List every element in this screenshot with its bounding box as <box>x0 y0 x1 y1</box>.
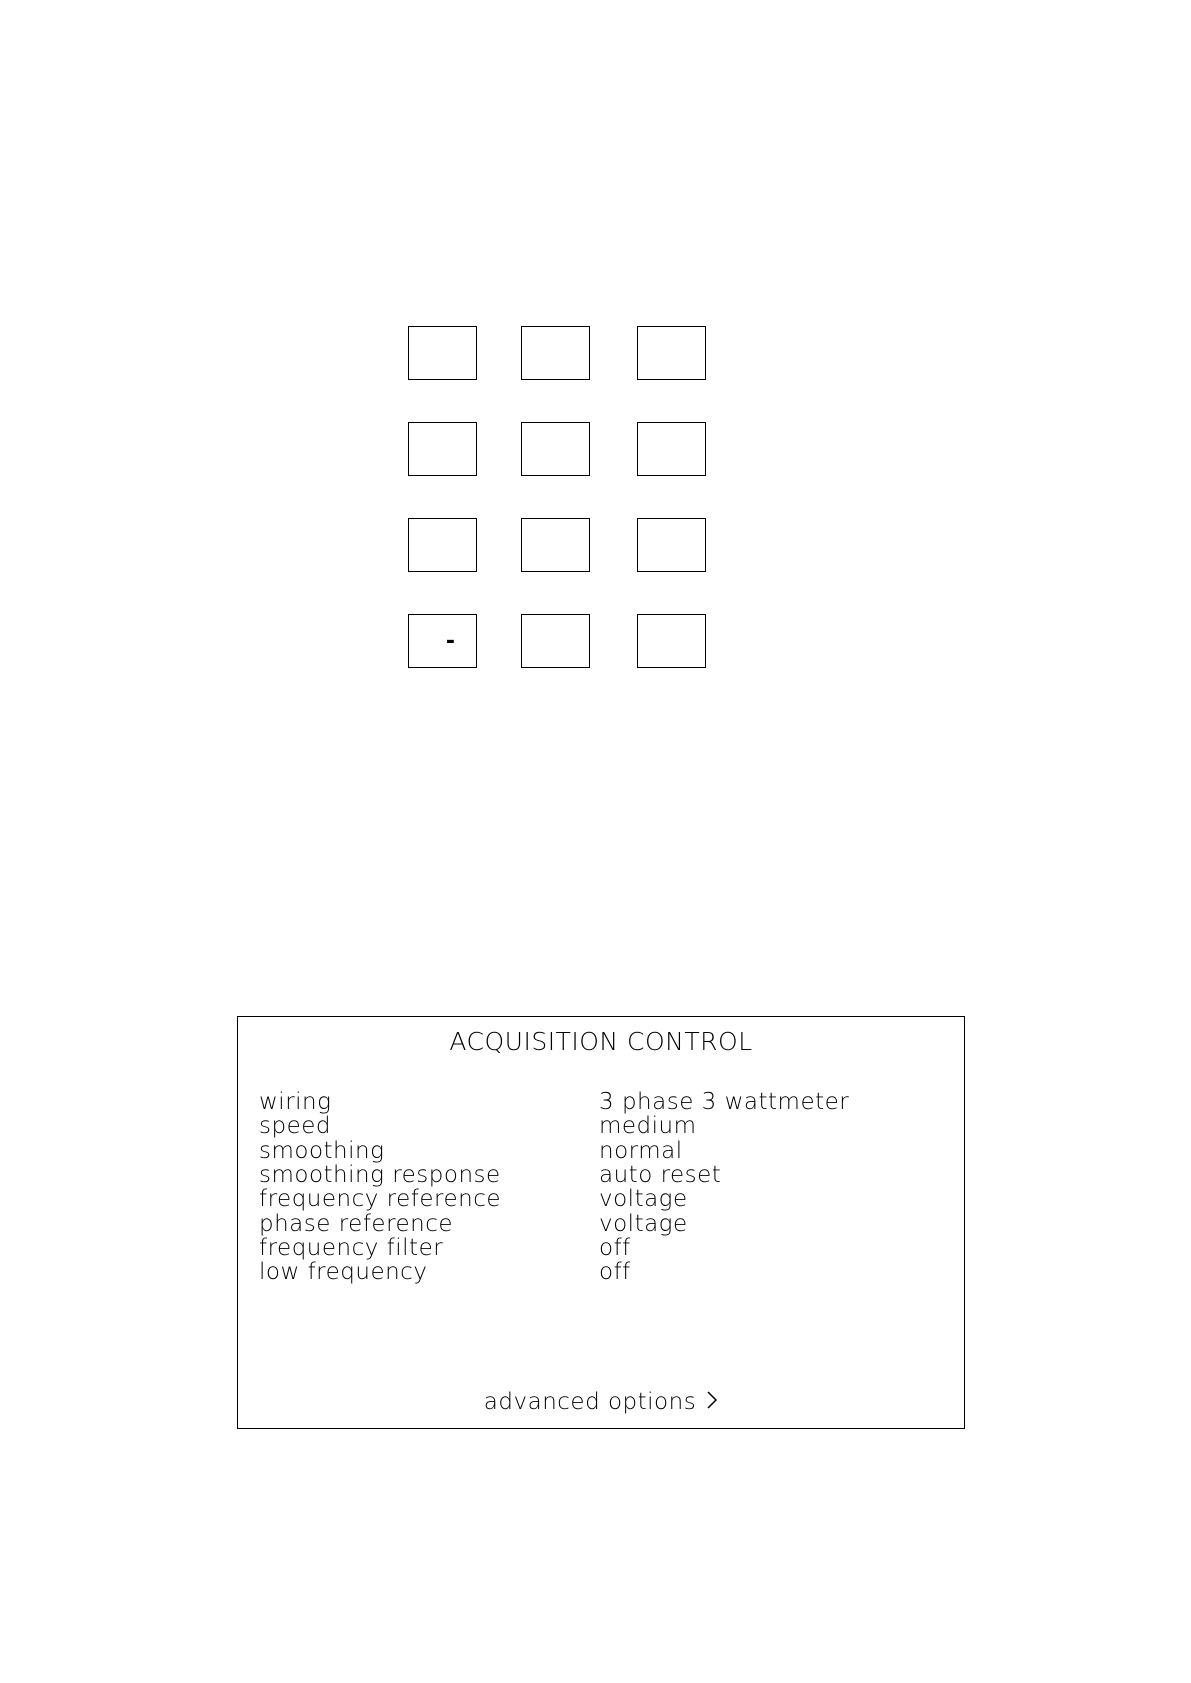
setting-label: low frequency <box>259 1259 428 1286</box>
setting-row-smoothing-response[interactable] <box>259 1163 964 1187</box>
advanced-options-link[interactable] <box>238 1388 964 1417</box>
setting-row-low-frequency[interactable] <box>259 1260 964 1284</box>
setting-value: voltage <box>599 1210 688 1237</box>
setting-value: off <box>599 1259 631 1286</box>
keypad-key[interactable] <box>637 422 706 476</box>
setting-value: off <box>599 1234 631 1261</box>
setting-row-wiring[interactable] <box>259 1090 964 1114</box>
setting-row-frequency-reference[interactable] <box>259 1187 964 1211</box>
keypad-key[interactable] <box>408 518 477 572</box>
keypad-key[interactable] <box>408 422 477 476</box>
setting-label: frequency filter <box>259 1234 444 1261</box>
setting-value: voltage <box>599 1186 688 1213</box>
keypad-key[interactable] <box>521 326 590 380</box>
keypad <box>0 0 1191 700</box>
chevron-right-icon[interactable] <box>706 1389 718 1417</box>
setting-row-phase-reference[interactable] <box>259 1211 964 1235</box>
keypad-key-minus[interactable]: - <box>408 614 477 668</box>
keypad-key[interactable] <box>408 326 477 380</box>
setting-row-frequency-filter[interactable] <box>259 1236 964 1260</box>
settings-list <box>259 1090 964 1284</box>
setting-row-smoothing[interactable] <box>259 1139 964 1163</box>
setting-label: speed <box>259 1113 331 1140</box>
panel-title: ACQUISITION CONTROL <box>449 1027 753 1056</box>
setting-label: smoothing <box>259 1137 385 1164</box>
setting-label: wiring <box>259 1089 332 1116</box>
setting-value: 3 phase 3 wattmeter <box>599 1089 850 1116</box>
setting-row-speed[interactable] <box>259 1114 964 1138</box>
keypad-key[interactable] <box>637 614 706 668</box>
setting-value: medium <box>599 1113 697 1140</box>
keypad-key[interactable] <box>521 614 590 668</box>
keypad-key[interactable] <box>637 518 706 572</box>
setting-label: smoothing response <box>259 1162 501 1189</box>
keypad-key[interactable] <box>521 518 590 572</box>
keypad-key[interactable] <box>637 326 706 380</box>
setting-label: frequency reference <box>259 1186 501 1213</box>
setting-value: auto reset <box>599 1162 722 1189</box>
setting-value: normal <box>599 1137 683 1164</box>
advanced-options-label[interactable]: advanced options <box>483 1389 697 1415</box>
keypad-key[interactable] <box>521 422 590 476</box>
acquisition-control-panel <box>237 1016 965 1429</box>
setting-label: phase reference <box>259 1210 454 1237</box>
